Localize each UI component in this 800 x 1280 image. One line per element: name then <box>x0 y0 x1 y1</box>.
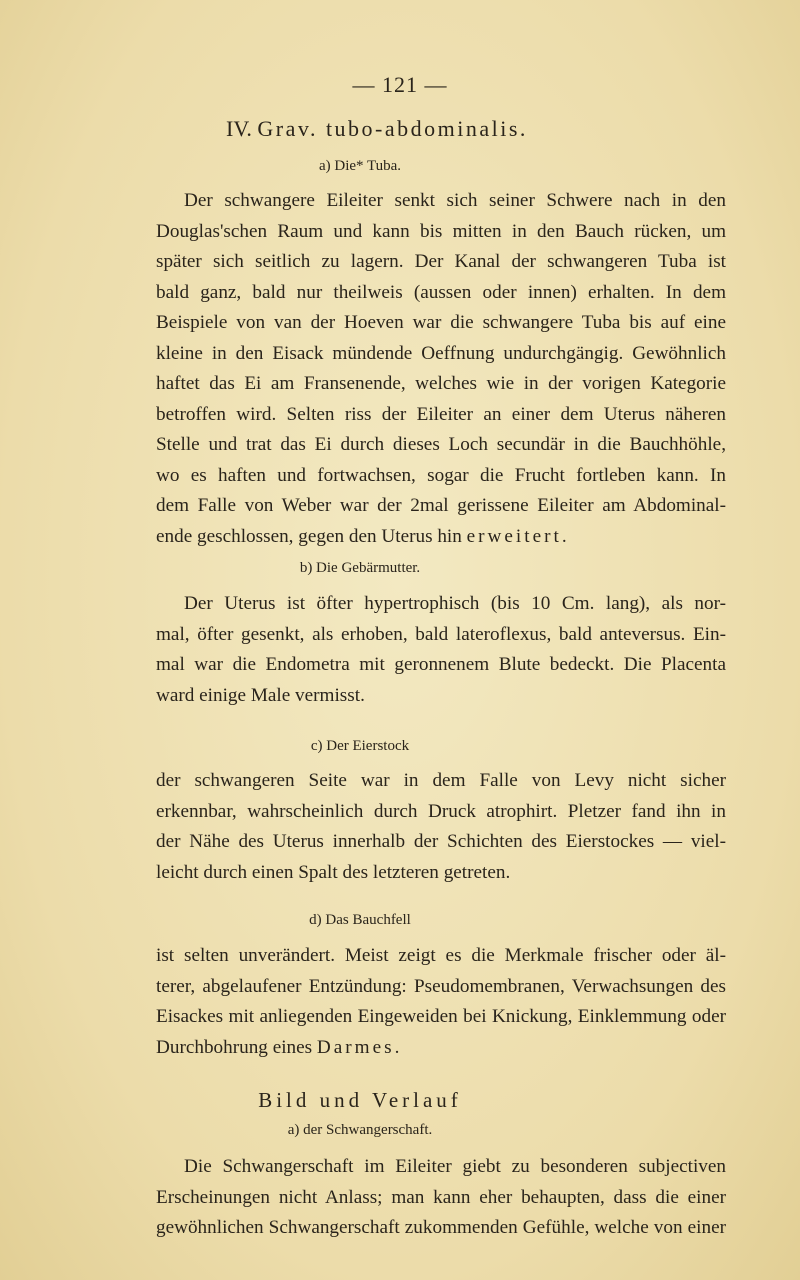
text-line: der schwangeren Seite war in dem Falle von Levy nicht sicher <box>156 770 726 791</box>
emphasis-text: Darmes. <box>316 1036 403 1058</box>
text-line: betroffen wird. Selten riss der Eileiter an einer dem Uterus näheren <box>156 403 726 425</box>
text-line: dem Falle von Weber war der 2mal gerissene Eileiter am Abdominal- <box>156 495 726 516</box>
text-line: erkennbar, wahrscheinlich durch Druck atrophirt. Pletzer fand ihn in <box>156 800 726 822</box>
text-line: Stelle und trat das Ei durch dieses Loch secundär in die Bauchhöhle, <box>156 434 726 455</box>
text-fragment: ende geschlossen, gegen den Uterus hin <box>156 525 462 547</box>
text-line: ward einige Male vermisst. <box>156 684 365 706</box>
text-line: gewöhnlichen Schwangerschaft zukommenden Gefühle, welche von einer <box>156 1217 726 1238</box>
text-line: kleine in den Eisack mündende Oeffnung undurchgängig. Gewöhnlich <box>156 342 726 364</box>
text-line: der Nähe des Uterus innerhalb der Schichten des Eierstockes — viel- <box>156 831 726 852</box>
text-line: terer, abgelaufener Entzündung: Pseudomembranen, Verwachsungen des <box>156 975 726 997</box>
paragraph-b <box>156 589 726 711</box>
section-title <box>226 116 528 142</box>
subheading-b: b) Die Gebärmutter. <box>299 560 421 576</box>
text-line: Douglas'schen Raum und kann bis mitten in den Bauch rücken, um <box>156 220 726 242</box>
text-line <box>156 1033 726 1064</box>
text-line: Der Uterus ist öfter hypertrophisch (bis 10 Cm. lang), als nor- <box>184 593 726 614</box>
emphasis-text: erweitert. <box>466 525 570 547</box>
text-fragment: Durchbohrung eines <box>156 1036 313 1058</box>
text-line: mal war die Endometra mit geronnenem Blute bedeckt. Die Placenta <box>156 654 726 675</box>
chapter-heading: Bild und Verlauf <box>258 1088 462 1112</box>
section-numeral: IV. <box>226 116 252 141</box>
subheading-a: a) Die* Tuba. <box>318 158 402 174</box>
paragraph-d <box>156 941 726 1063</box>
subheading-bild-a: a) der Schwangerschaft. <box>287 1122 433 1138</box>
text-line: wo es haften und fortwachsen, sogar die Frucht fortleben kann. In <box>156 464 726 486</box>
text-line: ist selten unverändert. Meist zeigt es die Merkmale frischer oder äl- <box>156 945 726 966</box>
page-number: — 121 — <box>352 72 448 97</box>
text-line: Der schwangere Eileiter senkt sich seiner Schwere nach in den <box>184 190 726 211</box>
text-line: Erscheinungen nicht Anlass; man kann eher behaupten, dass die einer <box>156 1186 726 1208</box>
text-line: haftet das Ei am Fransenende, welches wie in der vorigen Kategorie <box>156 373 726 394</box>
text-line: leicht durch einen Spalt des letzteren getreten. <box>156 861 511 883</box>
text-line: später sich seitlich zu lagern. Der Kanal der schwangeren Tuba ist <box>156 251 726 272</box>
text-line: Die Schwangerschaft im Eileiter giebt zu besonderen subjectiven <box>184 1156 726 1177</box>
subheading-c: c) Der Eierstock <box>310 738 410 754</box>
section-name: Grav. tubo-abdominalis. <box>257 116 528 141</box>
text-line: mal, öfter gesenkt, als erhoben, bald lateroflexus, bald anteversus. Ein- <box>156 623 726 645</box>
paragraph-c <box>156 766 726 888</box>
text-line: Beispiele von van der Hoeven war die schwangere Tuba bis auf eine <box>156 312 726 333</box>
paragraph-bild <box>156 1152 726 1244</box>
text-line: bald ganz, bald nur theilweis (aussen oder innen) erhalten. In dem <box>156 281 726 303</box>
text-line: Eisackes mit anliegenden Eingeweiden bei Knickung, Einklemmung oder <box>156 1006 726 1027</box>
paragraph-a <box>156 186 726 552</box>
text-line <box>156 522 726 553</box>
subheading-d: d) Das Bauchfell <box>309 912 411 928</box>
